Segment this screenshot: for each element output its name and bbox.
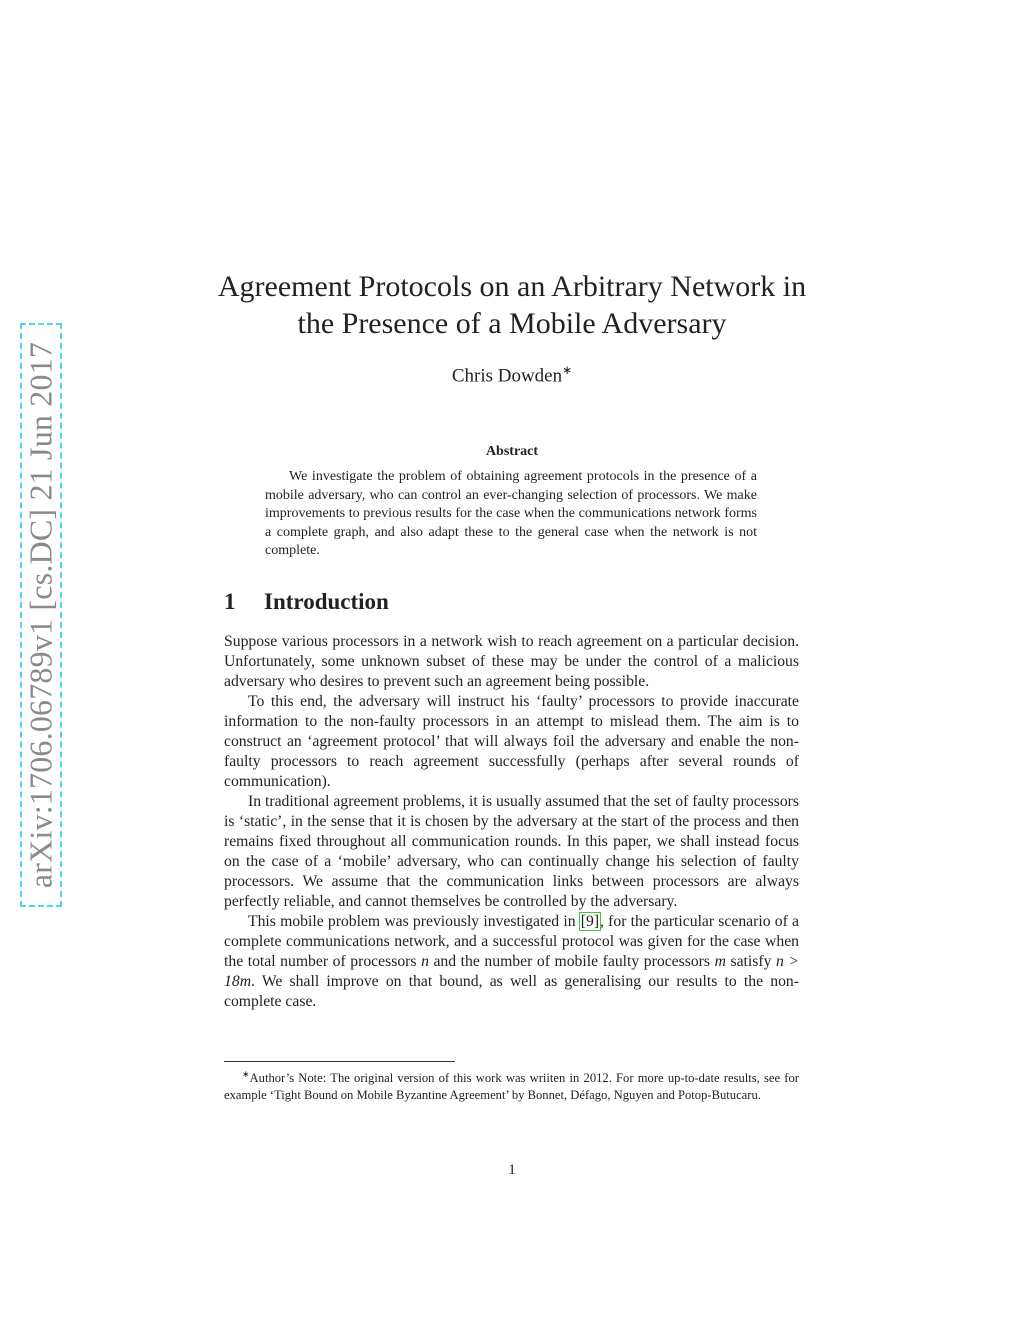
paragraph-2: To this end, the adversary will instruct his ‘faulty’ processors to provide inaccurate information to the non-faulty processors in an attempt to mislead them. The aim is to construct an ‘agreement protocol’ that will always foil the adversary and enable the non-faulty processors to reach agreement successfully (perhaps after several rounds of communication). bbox=[224, 693, 799, 790]
title-line-2: the Presence of a Mobile Adversary bbox=[297, 307, 727, 340]
section-number: 1 bbox=[224, 589, 236, 614]
abstract-body: We investigate the problem of obtaining agreement protocols in the presence of a mobile adversary, who can control an ever-changing selection of processors. We make improvements to previous results for the case when the communications network forms a complete graph, and also adapt these to the general case when the network is not complete. bbox=[265, 469, 757, 559]
math-variable: m bbox=[714, 953, 726, 970]
paper-title bbox=[200, 268, 824, 342]
footnote-mark: ∗ bbox=[242, 1069, 250, 1079]
section-body bbox=[224, 632, 799, 1012]
arxiv-identifier: arXiv:1706.06789v1 [cs.DC] 21 Jun 2017 bbox=[22, 341, 59, 889]
title-line-1: Agreement Protocols on an Arbitrary Network in bbox=[217, 270, 807, 303]
paragraph-3: In traditional agreement problems, it is usually assumed that the set of faulty processors is ‘static’, in the sense that it is chosen by the adversary at the start of the process and then remains fixed throughout all communication rounds. In this paper, we shall instead focus on the case of a ‘mobile’ adversary, who can continually change his selection of faulty processors. We assume that the communication links between processors are always perfectly reliable, and cannot themselves be controlled by the adversary. bbox=[224, 793, 799, 910]
section-title: Introduction bbox=[264, 589, 389, 614]
footnote bbox=[224, 1066, 799, 1104]
abstract-heading: Abstract bbox=[485, 444, 539, 459]
footnote-text: Author’s Note: The original version of this work was wriiten in 2012. For more up-to-date results, see for example ‘Tight Bound on Mobile Byzantine Agreement’ by Bonnet, Défago, Nguyen and Potop-Butucaru. bbox=[224, 1071, 799, 1103]
page-number: 1 bbox=[508, 1162, 516, 1178]
paragraph-4-text: , for the particular scenario of a complete communications network, and a successful protocol was given for the case when the total number of processors bbox=[224, 913, 799, 970]
paragraph-4-text: This mobile problem was previously investigated in bbox=[248, 913, 580, 930]
author-name: Chris Dowden bbox=[451, 365, 563, 387]
author-footnote-mark[interactable]: ∗ bbox=[562, 363, 573, 377]
paragraph-4-text: . We shall improve on that bound, as well as generalising our results to the non-complete case. bbox=[224, 973, 799, 1010]
citation-link[interactable]: [9] bbox=[580, 913, 600, 930]
math-inequality: n > 18m bbox=[224, 953, 799, 990]
paragraph-4-text: and the number of mobile faulty processors bbox=[428, 953, 715, 970]
paragraph-4-text: satisfy bbox=[725, 953, 776, 970]
section-heading bbox=[224, 589, 389, 615]
math-variable: n bbox=[421, 953, 429, 970]
paragraph-4 bbox=[224, 912, 799, 1012]
footnote-divider bbox=[224, 1061, 455, 1062]
author bbox=[200, 363, 824, 387]
paragraph-1: Suppose various processors in a network wish to reach agreement on a particular decision. Unfortunately, some unknown subset of these may be under the control of a malicious adversary who desires to prevent such an agreement being possible. bbox=[224, 633, 799, 690]
arxiv-stamp bbox=[20, 323, 62, 907]
